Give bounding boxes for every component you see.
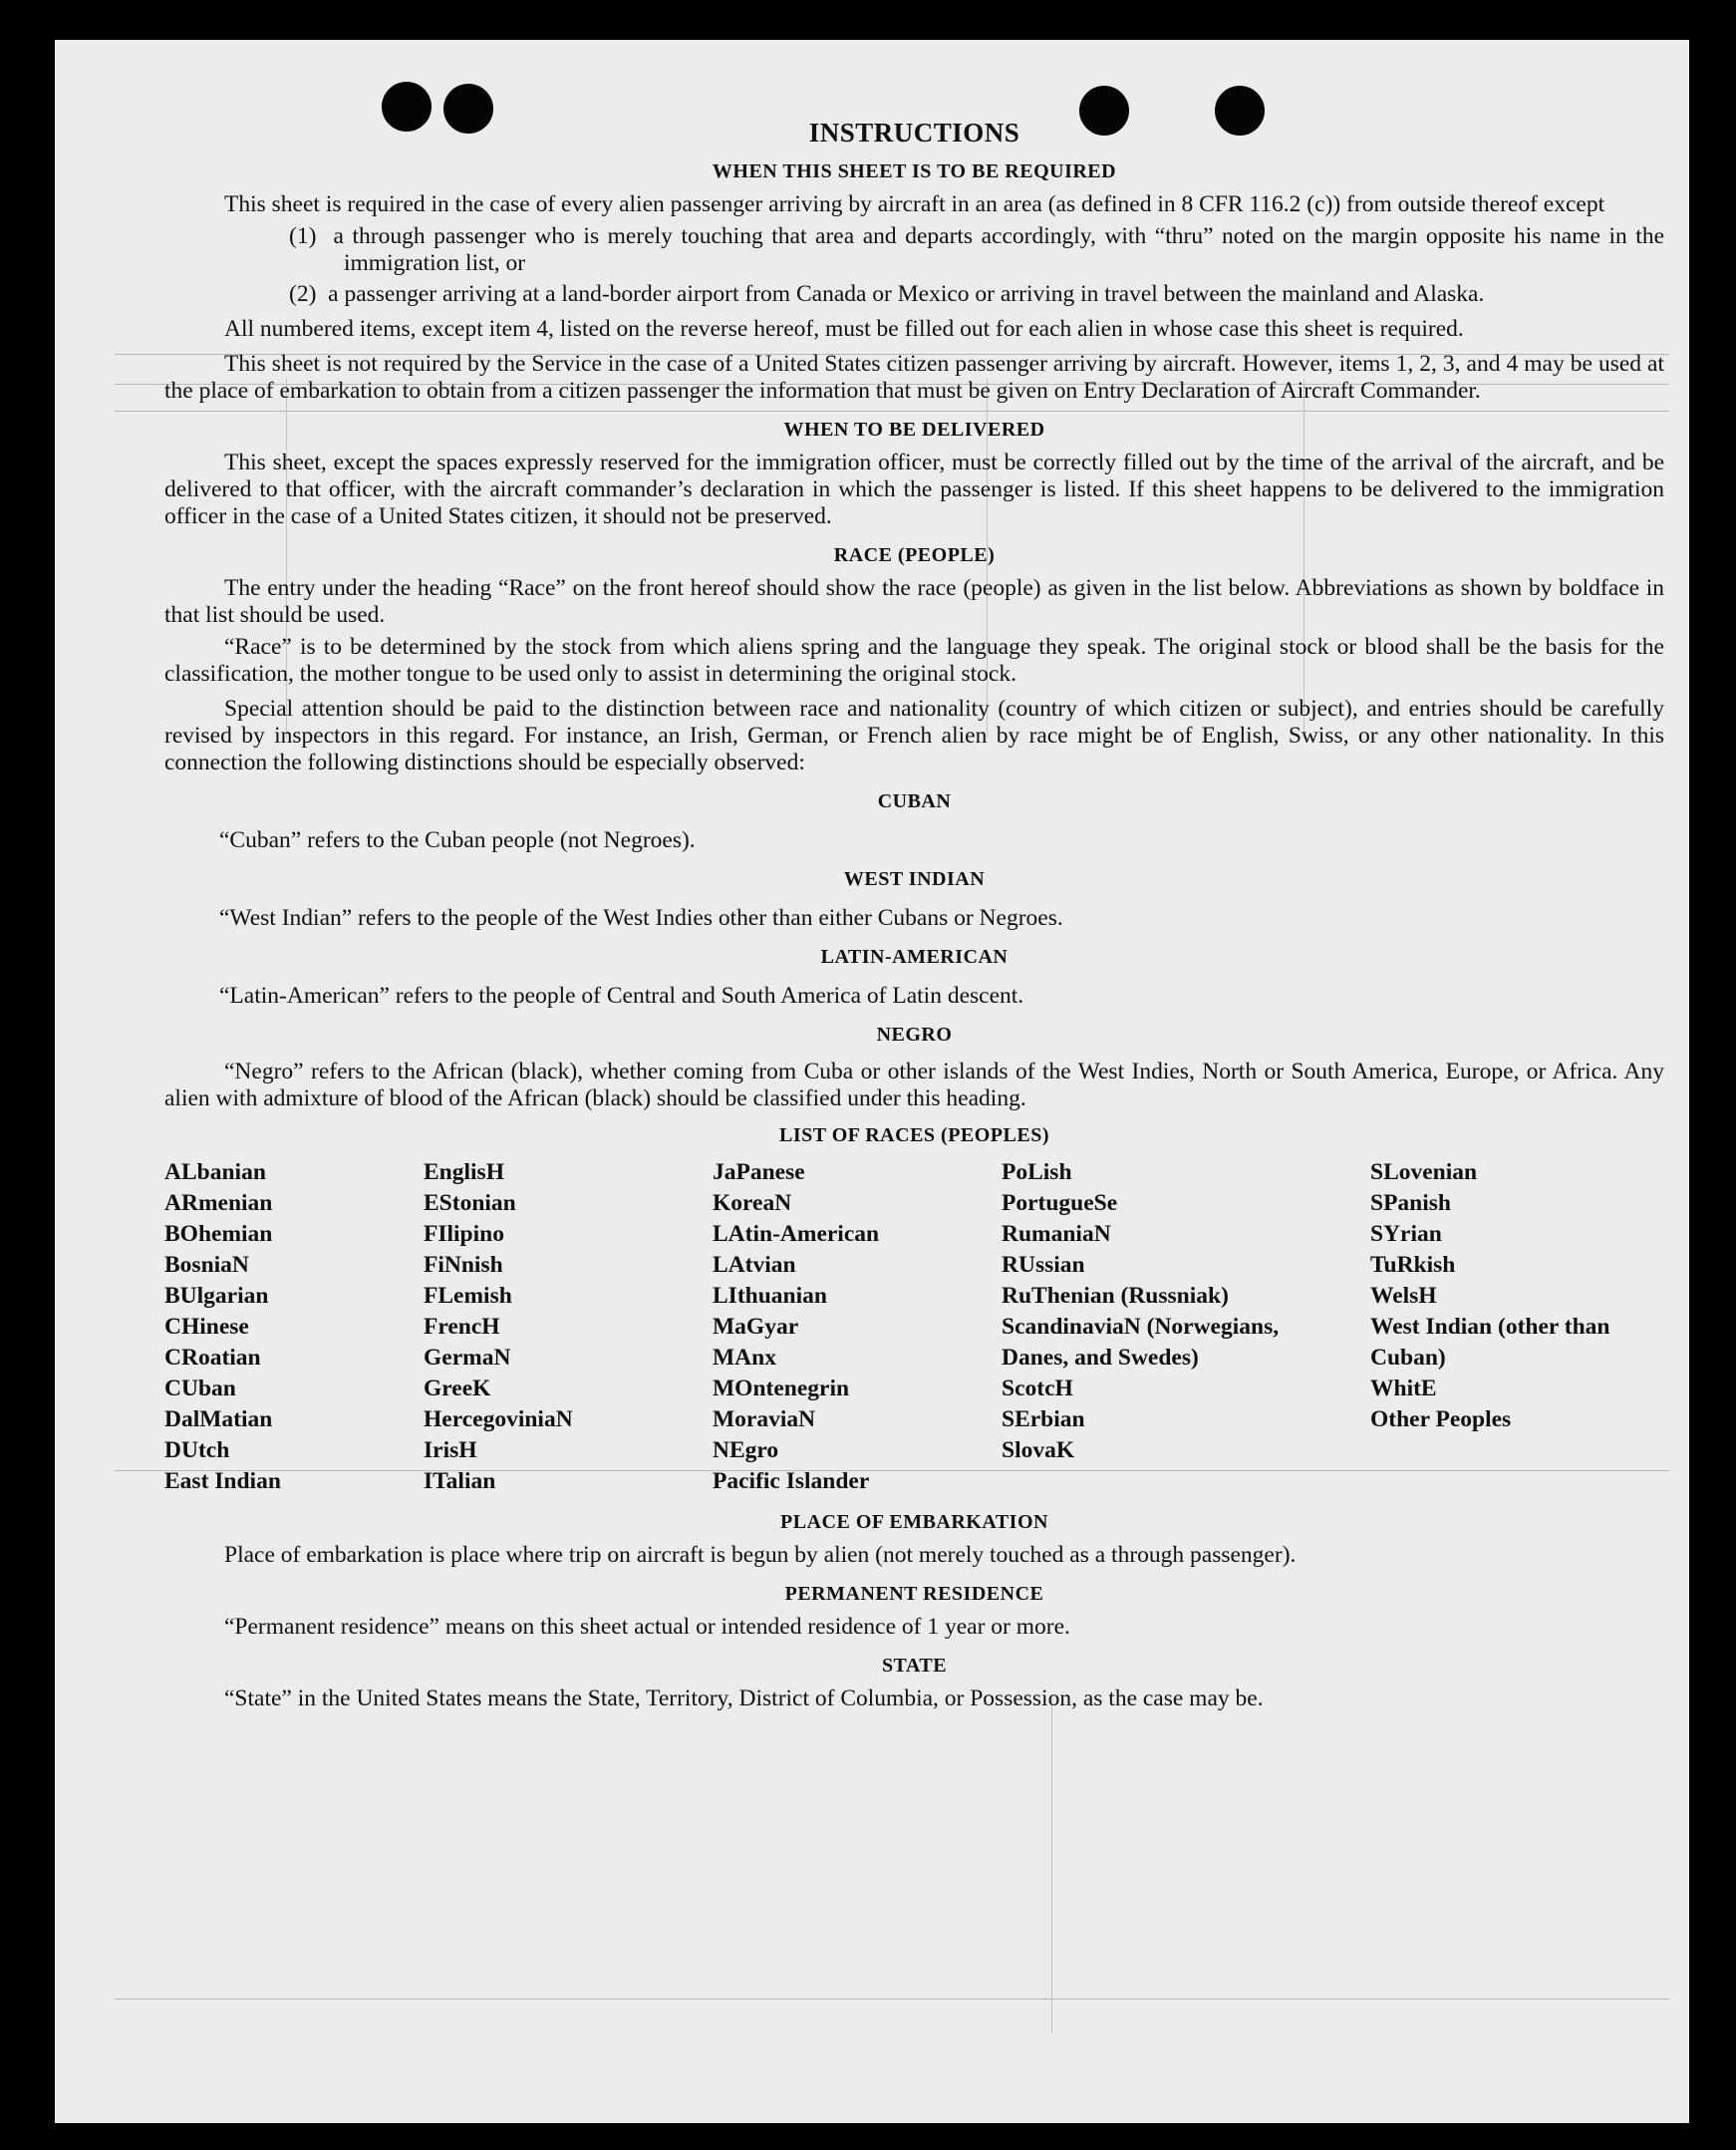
paragraph: All numbered items, except item 4, listed on the reverse hereof, must be filled out for each alien in whose case this sheet is required. [224,316,1464,342]
race-entry: GreeK [424,1376,491,1401]
race-column [1002,1157,1370,1497]
race-entry: CUban [164,1376,236,1401]
paragraph: The entry under the heading “Race” on the front hereof should show the race (people) as given in the list below. Abbreviations as shown by boldface in that list should be used. [164,575,1664,628]
race-entry: DalMatian [164,1406,273,1432]
section-heading: WHEN THIS SHEET IS TO BE REQUIRED [712,160,1117,182]
races-heading: LIST OF RACES (PEOPLES) [778,1124,1049,1146]
race-entry: MaGyar [713,1314,799,1340]
race-column [1370,1157,1664,1497]
race-entry: BosniaN [164,1252,249,1278]
race-entry: East Indian [164,1468,281,1494]
race-entry: ITalian [424,1468,496,1494]
race-entry: West Indian (other than Cuban) [1370,1314,1610,1371]
section-heading: NEGRO [876,1024,953,1046]
paragraph: “State” in the United States means the State, Territory, District of Columbia, or Possession, as the case may be. [224,1686,1264,1711]
race-entry: SErbian [1002,1406,1085,1432]
race-entry: CRoatian [164,1345,261,1371]
race-entry: LIthuanian [713,1283,827,1309]
race-entry: HercegoviniaN [424,1406,573,1432]
race-entry: BOhemian [164,1221,273,1247]
race-entry: ALbanian [164,1159,266,1185]
race-entry: IrisH [424,1437,477,1463]
page-title: INSTRUCTIONS [808,118,1020,148]
instructions-content [164,112,1664,1717]
paragraph: “Permanent residence” means on this sheet actual or intended residence of 1 year or more. [224,1614,1070,1640]
race-entry: ARmenian [164,1190,273,1216]
section-heading: CUBAN [877,790,952,812]
paragraph: This sheet is required in the case of every alien passenger arriving by aircraft in an area (as defined in 8 CFR 116.2 (c)) from outside thereof except [224,191,1605,217]
race-entry: WhitE [1370,1376,1437,1401]
race-entry: RuThenian (Russniak) [1002,1283,1229,1309]
race-entry: FiNnish [424,1252,503,1278]
race-entry: EStonian [424,1190,516,1216]
race-entry: FrencH [424,1314,500,1340]
section-heading: RACE (PEOPLE) [833,544,996,566]
list-item: (2) a passenger arriving at a land-border airport from Canada or Mexico or arriving in travel between the mainland and Alaska. [289,281,1485,307]
race-list [164,1157,1664,1497]
race-column [164,1157,424,1497]
race-entry: WelsH [1370,1283,1437,1309]
race-entry: JaPanese [713,1159,805,1185]
race-entry: MAnx [713,1345,776,1371]
section-heading: WHEN TO BE DELIVERED [783,419,1045,441]
section-heading: WEST INDIAN [843,868,986,890]
list-item: (1) a through passenger who is merely touching that area and departs accordingly, with “thru” noted on the margin opposite his name in the immigration list, or [289,223,1665,276]
paragraph: Place of embarkation is place where trip on aircraft is begun by alien (not merely touched as a through passenger). [224,1542,1297,1568]
paragraph: “Negro” refers to the African (black), whether coming from Cuba or other islands of the West Indies, North or South America, Europe, or Africa. Any alien with admixture of blood of the African (black) should be classified under this heading. [164,1059,1664,1111]
paragraph: Special attention should be paid to the distinction between race and nationality (country of which citizen or subject), and entries should be carefully revised by inspectors in this regard. For instance, an Irish, German, or French alien by race might be of English, Swiss, or any other nationality. In this connection the following distinctions should be especially observed: [164,696,1664,775]
section-heading: PLACE OF EMBARKATION [780,1511,1048,1533]
paragraph: “Race” is to be determined by the stock from which aliens spring and the language they speak. The original stock or blood shall be the basis for the classification, the mother tongue to be used only to assist in determining the original stock. [164,634,1664,687]
race-entry: GermaN [424,1345,511,1371]
race-entry: SYrian [1370,1221,1442,1247]
race-entry: DUtch [164,1437,230,1463]
race-column [424,1157,713,1497]
race-entry: LAtvian [713,1252,796,1278]
paragraph: This sheet is not required by the Service in the case of a United States citizen passenger arriving by aircraft. However, items 1, 2, 3, and 4 may be used at the place of embarkation to obtain from a citizen passenger the information that must be given on Entry Declaration of Aircraft Commander. [164,351,1664,404]
race-entry: NEgro [713,1437,779,1463]
document-page [55,40,1689,2123]
race-column [713,1157,1002,1497]
section-heading: PERMANENT RESIDENCE [784,1583,1044,1605]
race-entry: SPanish [1370,1190,1451,1216]
race-entry: BUlgarian [164,1283,269,1309]
paragraph: “Cuban” refers to the Cuban people (not Negroes). [219,827,696,853]
race-entry: KoreaN [713,1190,792,1216]
race-entry: SlovaK [1002,1437,1075,1463]
race-entry: FIlipino [424,1221,504,1247]
race-entry: ScandinaviaN (Norwegians, Danes, and Swedes) [1002,1314,1280,1371]
paragraph: “Latin-American” refers to the people of Central and South America of Latin descent. [219,983,1024,1009]
race-entry: Other Peoples [1370,1406,1512,1432]
race-entry: SLovenian [1370,1159,1478,1185]
race-entry: FLemish [424,1283,512,1309]
section-heading: STATE [881,1655,948,1677]
race-entry: ScotcH [1002,1376,1073,1401]
race-entry: CHinese [164,1314,249,1340]
race-entry: PoLish [1002,1159,1072,1185]
race-entry: RUssian [1002,1252,1085,1278]
paragraph: “West Indian” refers to the people of the West Indies other than either Cubans or Negroes. [219,905,1063,931]
section-heading: LATIN-AMERICAN [820,946,1009,968]
race-entry: LAtin-American [713,1221,880,1247]
race-entry: MoraviaN [713,1406,816,1432]
race-entry: PortugueSe [1002,1190,1118,1216]
race-entry: MOntenegrin [713,1376,850,1401]
race-entry: EnglisH [424,1159,504,1185]
race-entry: RumaniaN [1002,1221,1111,1247]
race-entry: TuRkish [1370,1252,1456,1278]
paragraph: This sheet, except the spaces expressly reserved for the immigration officer, must be correctly filled out by the time of the arrival of the aircraft, and be delivered to that officer, with the aircraft commander’s declaration in which the passenger is listed. If this sheet happens to be delivered to the immigration officer in the case of a United States citizen, it should not be preserved. [164,450,1664,529]
race-entry: Pacific Islander [713,1468,870,1494]
